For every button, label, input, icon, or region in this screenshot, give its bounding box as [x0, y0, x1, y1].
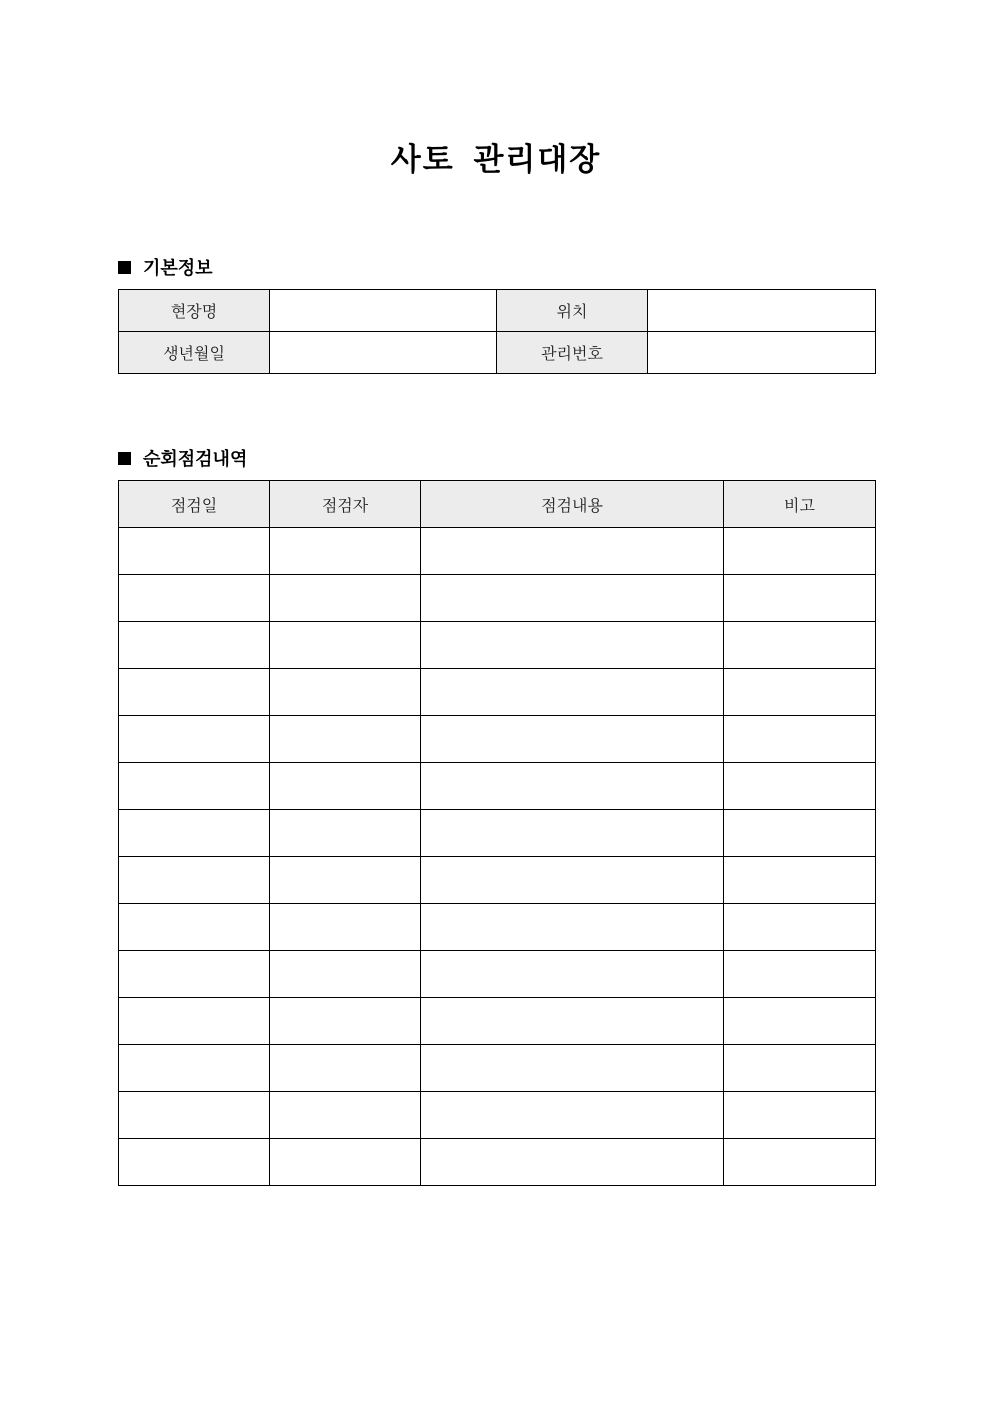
inspection-log-cell[interactable] — [421, 810, 724, 857]
inspection-log-column-header: 비고 — [724, 481, 876, 528]
inspection-log-cell[interactable] — [421, 622, 724, 669]
inspection-log-cell[interactable] — [724, 904, 876, 951]
inspection-log-row — [119, 575, 876, 622]
basic-info-heading-text: 기본정보 — [143, 258, 213, 279]
basic-info-heading — [118, 254, 213, 280]
inspection-log-header-row — [119, 481, 876, 528]
inspection-log-row — [119, 857, 876, 904]
inspection-log-cell[interactable] — [421, 951, 724, 998]
basic-info-label: 생년월일 — [119, 332, 270, 374]
inspection-log-cell[interactable] — [421, 716, 724, 763]
inspection-log-cell[interactable] — [724, 575, 876, 622]
square-bullet-icon — [118, 452, 131, 465]
inspection-log-column-header: 점검일 — [119, 481, 270, 528]
inspection-log-cell[interactable] — [119, 622, 270, 669]
inspection-log-cell[interactable] — [270, 716, 421, 763]
inspection-log-cell[interactable] — [119, 810, 270, 857]
inspection-log-row — [119, 904, 876, 951]
inspection-log-cell[interactable] — [724, 1139, 876, 1186]
basic-info-label: 위치 — [497, 290, 648, 332]
document-title: 사토 관리대장 — [390, 142, 602, 178]
inspection-log-cell[interactable] — [270, 763, 421, 810]
inspection-log-cell[interactable] — [421, 575, 724, 622]
inspection-log-cell[interactable] — [270, 857, 421, 904]
inspection-log-cell[interactable] — [270, 951, 421, 998]
inspection-log-row — [119, 951, 876, 998]
inspection-log-cell[interactable] — [119, 763, 270, 810]
inspection-log-cell[interactable] — [724, 669, 876, 716]
inspection-log-cell[interactable] — [421, 763, 724, 810]
inspection-log-cell[interactable] — [119, 1045, 270, 1092]
inspection-log-cell[interactable] — [421, 1092, 724, 1139]
inspection-log-row — [119, 528, 876, 575]
inspection-log-cell[interactable] — [270, 622, 421, 669]
inspection-log-cell[interactable] — [270, 528, 421, 575]
inspection-log-cell[interactable] — [270, 1092, 421, 1139]
inspection-log-cell[interactable] — [119, 575, 270, 622]
basic-info-value-field[interactable] — [648, 332, 876, 374]
inspection-log-cell[interactable] — [119, 669, 270, 716]
inspection-log-cell[interactable] — [421, 998, 724, 1045]
inspection-log-row — [119, 1092, 876, 1139]
inspection-log-column-header: 점검자 — [270, 481, 421, 528]
inspection-log-row — [119, 810, 876, 857]
inspection-log-cell[interactable] — [421, 1045, 724, 1092]
inspection-log-cell[interactable] — [270, 669, 421, 716]
inspection-log-cell[interactable] — [270, 998, 421, 1045]
inspection-log-cell[interactable] — [119, 1092, 270, 1139]
basic-info-value-field[interactable] — [648, 290, 876, 332]
inspection-log-cell[interactable] — [270, 575, 421, 622]
inspection-log-cell[interactable] — [119, 951, 270, 998]
inspection-log-cell[interactable] — [724, 716, 876, 763]
square-bullet-icon — [118, 261, 131, 274]
basic-info-table — [118, 289, 876, 374]
inspection-log-cell[interactable] — [724, 1045, 876, 1092]
inspection-log-cell[interactable] — [724, 857, 876, 904]
basic-info-value-field[interactable] — [270, 290, 497, 332]
basic-info-label: 현장명 — [119, 290, 270, 332]
inspection-log-cell[interactable] — [119, 998, 270, 1045]
inspection-log-cell[interactable] — [724, 622, 876, 669]
inspection-log-cell[interactable] — [724, 951, 876, 998]
inspection-log-cell[interactable] — [724, 763, 876, 810]
basic-info-row — [119, 332, 876, 374]
inspection-log-cell[interactable] — [421, 857, 724, 904]
inspection-log-cell[interactable] — [119, 528, 270, 575]
inspection-log-cell[interactable] — [119, 904, 270, 951]
inspection-log-row — [119, 669, 876, 716]
inspection-log-row — [119, 763, 876, 810]
inspection-log-row — [119, 998, 876, 1045]
basic-info-row — [119, 290, 876, 332]
inspection-log-cell[interactable] — [270, 1045, 421, 1092]
inspection-log-heading — [118, 445, 247, 471]
inspection-log-row — [119, 622, 876, 669]
inspection-log-cell[interactable] — [421, 669, 724, 716]
inspection-log-row — [119, 1139, 876, 1186]
basic-info-value-field[interactable] — [270, 332, 497, 374]
inspection-log-table — [118, 480, 876, 1186]
inspection-log-cell[interactable] — [119, 716, 270, 763]
inspection-log-column-header: 점검내용 — [421, 481, 724, 528]
inspection-log-cell[interactable] — [724, 528, 876, 575]
inspection-log-cell[interactable] — [421, 528, 724, 575]
basic-info-label: 관리번호 — [497, 332, 648, 374]
inspection-log-heading-text: 순회점검내역 — [143, 449, 248, 470]
inspection-log-cell[interactable] — [421, 1139, 724, 1186]
inspection-log-row — [119, 716, 876, 763]
inspection-log-row — [119, 1045, 876, 1092]
inspection-log-cell[interactable] — [270, 810, 421, 857]
inspection-log-cell[interactable] — [270, 904, 421, 951]
inspection-log-cell[interactable] — [724, 998, 876, 1045]
inspection-log-cell[interactable] — [119, 857, 270, 904]
inspection-log-cell[interactable] — [724, 810, 876, 857]
inspection-log-cell[interactable] — [421, 904, 724, 951]
inspection-log-cell[interactable] — [119, 1139, 270, 1186]
inspection-log-cell[interactable] — [270, 1139, 421, 1186]
inspection-log-cell[interactable] — [724, 1092, 876, 1139]
